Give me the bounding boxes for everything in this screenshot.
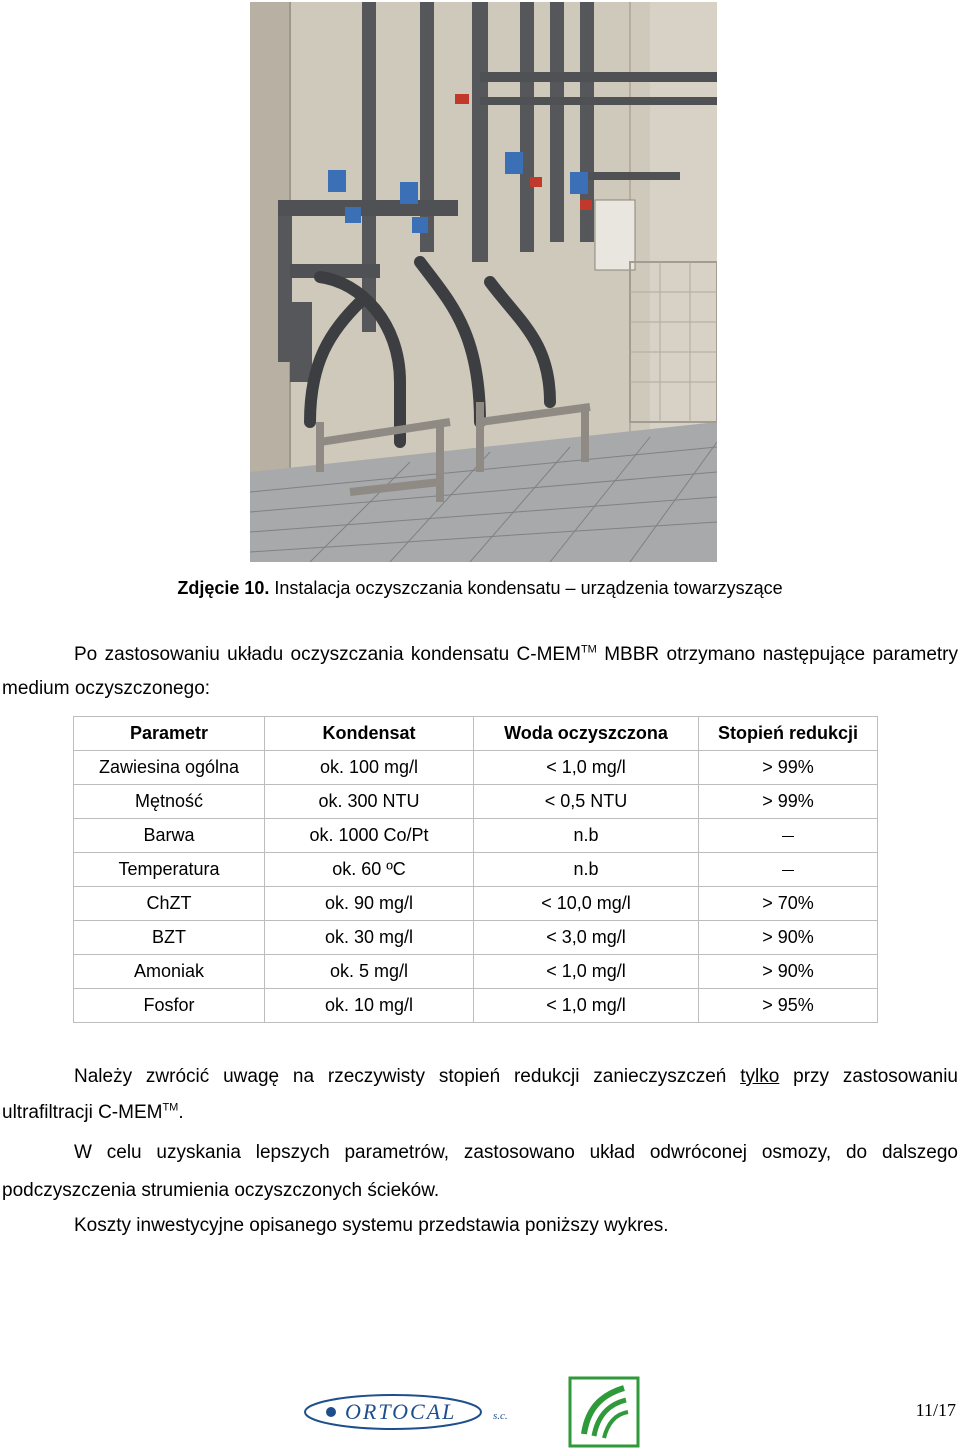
dash-mark: [782, 870, 794, 871]
header-kondensat: Kondensat: [265, 717, 474, 751]
caption-text: Instalacja oczyszczania kondensatu – urządzenia towarzyszące: [269, 578, 783, 598]
cell: < 10,0 mg/l: [474, 887, 699, 921]
dash-mark: [782, 836, 794, 837]
cell: ok. 30 mg/l: [265, 921, 474, 955]
ortocal-logo-suffix: s.c.: [493, 1410, 508, 1422]
table-row: [74, 921, 878, 955]
cell: Mętność: [74, 785, 265, 819]
table-row: [74, 819, 878, 853]
intro-text-1: Po zastosowaniu układu oczyszczania kondensatu C-MEM: [74, 644, 581, 665]
cell: ok. 300 NTU: [265, 785, 474, 819]
cell-dash: [699, 819, 878, 853]
intro-paragraph: [2, 638, 958, 706]
page-number: 11/17: [915, 1400, 956, 1420]
note1-text-1: Należy zwrócić uwagę na rzeczywisty stopień redukcji zanieczyszczeń: [74, 1066, 741, 1087]
installation-photo: [250, 2, 717, 562]
cell: > 99%: [699, 785, 878, 819]
photo-caption: [0, 578, 960, 599]
table-row: [74, 955, 878, 989]
table-row: [74, 751, 878, 785]
table-header-row: [74, 717, 878, 751]
cell: < 0,5 NTU: [474, 785, 699, 819]
cell: > 70%: [699, 887, 878, 921]
cell: Temperatura: [74, 853, 265, 887]
cell: > 99%: [699, 751, 878, 785]
cell-dash: [699, 853, 878, 887]
green-emblem-logo: [568, 1376, 640, 1448]
note-paragraph-2: W celu uzyskania lepszych parametrów, zastosowano układ odwróconej osmozy, do dalszego podczyszczenia strumienia oczyszczonych ścieków.: [2, 1142, 958, 1201]
cell: > 90%: [699, 955, 878, 989]
cell: ok. 1000 Co/Pt: [265, 819, 474, 853]
cell: Barwa: [74, 819, 265, 853]
table-row: [74, 989, 878, 1023]
header-parametr: Parametr: [74, 717, 265, 751]
ortocal-logo-text: ORTOCAL: [345, 1399, 457, 1424]
caption-label: Zdjęcie 10.: [177, 578, 270, 598]
note1-text-3: .: [178, 1102, 184, 1123]
note-paragraph-1: [2, 1059, 958, 1131]
intro-text-2: MBBR otrzymano następujące parametry medium oczyszczonego:: [2, 644, 958, 699]
cell: < 1,0 mg/l: [474, 955, 699, 989]
cell: < 1,0 mg/l: [474, 751, 699, 785]
note1-text-2: przy zastosowaniu ultrafiltracji C-MEM: [2, 1066, 958, 1123]
cell: > 95%: [699, 989, 878, 1023]
header-woda: Woda oczyszczona: [474, 717, 699, 751]
header-stopien: Stopień redukcji: [699, 717, 878, 751]
table-row: [74, 785, 878, 819]
cell: ok. 90 mg/l: [265, 887, 474, 921]
note1-tm: TM: [162, 1101, 179, 1114]
cell: Fosfor: [74, 989, 265, 1023]
cell: ok. 100 mg/l: [265, 751, 474, 785]
cell: < 1,0 mg/l: [474, 989, 699, 1023]
cell: > 90%: [699, 921, 878, 955]
table-row: [74, 853, 878, 887]
cell: ok. 10 mg/l: [265, 989, 474, 1023]
cell: Zawiesina ogólna: [74, 751, 265, 785]
cell: ok. 5 mg/l: [265, 955, 474, 989]
ortocal-logo: [303, 1392, 518, 1432]
cell: ChZT: [74, 887, 265, 921]
cell: < 3,0 mg/l: [474, 921, 699, 955]
intro-tm: TM: [580, 643, 597, 656]
cell: n.b: [474, 853, 699, 887]
cell: n.b: [474, 819, 699, 853]
cell: BZT: [74, 921, 265, 955]
cell: ok. 60 ºC: [265, 853, 474, 887]
note1-underlined: tylko: [740, 1066, 780, 1087]
parameters-table: [73, 716, 878, 1023]
table-row: [74, 887, 878, 921]
note-paragraph-3: Koszty inwestycyjne opisanego systemu przedstawia poniższy wykres.: [74, 1215, 669, 1236]
cell: Amoniak: [74, 955, 265, 989]
